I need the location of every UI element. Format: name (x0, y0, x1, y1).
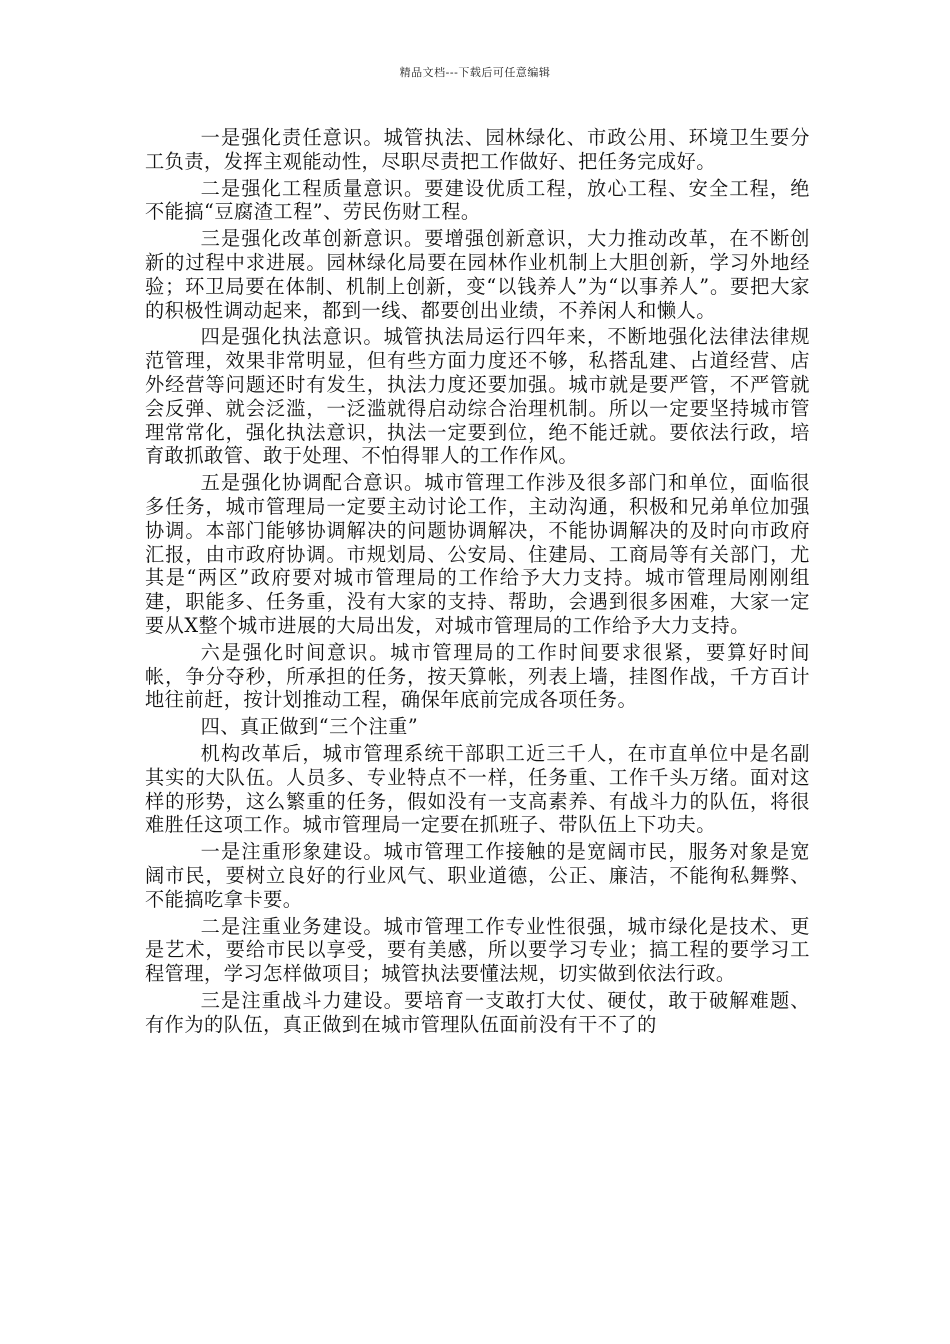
section-heading-three-focuses: 四、真正做到“三个注重” (200, 715, 419, 739)
paragraph-coordination: 五是强化协调配合意识。城市管理工作涉及很多部门和单位，面临很多任务，城市管理局一定要主动讨论工作，主动沟通，积极和兄弟单位加强协调。本部门能够协调解决的问题协调解决，不能协调解决的及时向市政府汇报，由市政府协调。市规划局、公安局、住建局、工商局等有关部门，尤其是“两区”政府要对城市管理局的工作给予大力支持。城市管理局刚刚组建，职能多、任务重，没有大家的支持、帮助，会遇到很多困难，大家一定要从X整个城市进展的大局出发，对城市管理局的工作给予大力支持。 (145, 471, 810, 637)
paragraph-quality-awareness: 二是强化工程质量意识。要建设优质工程，放心工程、安全工程，绝不能搞“豆腐渣工程”、劳民伤财工程。 (145, 176, 810, 224)
paragraph-team-building-intro: 机构改革后，城市管理系统干部职工近三千人，在市直单位中是名副其实的大队伍。人员多、专业特点不一样，任务重、工作千头万绪。面对这样的形势，这么繁重的任务，假如没有一支高素养、有战斗力的队伍，将很难胜任这项工作。城市管理局一定要在抓班子、带队伍上下功夫。 (145, 741, 810, 837)
page-header: 精品文档---下载后可任意编辑 (399, 66, 551, 79)
paragraph-reform-innovation: 三是强化改革创新意识。要增强创新意识，大力推动改革，在不断创新的过程中求进展。园林绿化局要在园林作业机制上大胆创新，学习外地经验；环卫局要在体制、机制上创新，变“以钱养人”为“以事养人”。要把大家的积极性调动起来，都到一线、都要创出业绩，不养闲人和懒人。 (145, 227, 810, 322)
paragraph-law-enforcement: 四是强化执法意识。城管执法局运行四年来，不断地强化法律法律规范管理，效果非常明显，但有些方面力度还不够，私搭乱建、占道经营、店外经营等问题还时有发生，执法力度还要加强。城市就是要严管，不严管就会反弹、就会泛滥，一泛滥就得启动综合治理机制。所以一定要坚持城市管理常常化，强化执法意识，执法一定要到位，绝不能迁就。要依法行政，培育敢抓敢管、敢于处理、不怕得罪人的工作作风。 (145, 325, 810, 468)
paragraph-time-awareness: 六是强化时间意识。城市管理局的工作时间要求很紧，要算好时间帐，争分夺秒，所承担的任务，按天算帐，列表上墙，挂图作战，千方百计地往前赶，按计划推动工程，确保年底前完成各项任务。 (145, 640, 810, 712)
paragraph-responsibility-awareness: 一是强化责任意识。城管执法、园林绿化、市政公用、环境卫生要分工负责，发挥主观能动性，尽职尽责把工作做好、把任务完成好。 (145, 126, 810, 173)
paragraph-combat-capability: 三是注重战斗力建设。要培育一支敢打大仗、硬仗，敢于破解难题、有作为的队伍，真正做到在城市管理队伍面前没有干不了的 (145, 988, 810, 1036)
document-body (145, 126, 810, 1039)
paragraph-image-building: 一是注重形象建设。城市管理工作接触的是宽阔市民，服务对象是宽阔市民，要树立良好的行业风气、职业道德，公正、廉洁，不能徇私舞弊、不能搞吃拿卡要。 (145, 840, 810, 911)
paragraph-professional-building: 二是注重业务建设。城市管理工作专业性很强，城市绿化是技术、更是艺术，要给市民以享受，要有美感，所以要学习专业；搞工程的要学习工程管理，学习怎样做项目；城管执法要懂法规，切实做到依法行政。 (145, 914, 810, 986)
